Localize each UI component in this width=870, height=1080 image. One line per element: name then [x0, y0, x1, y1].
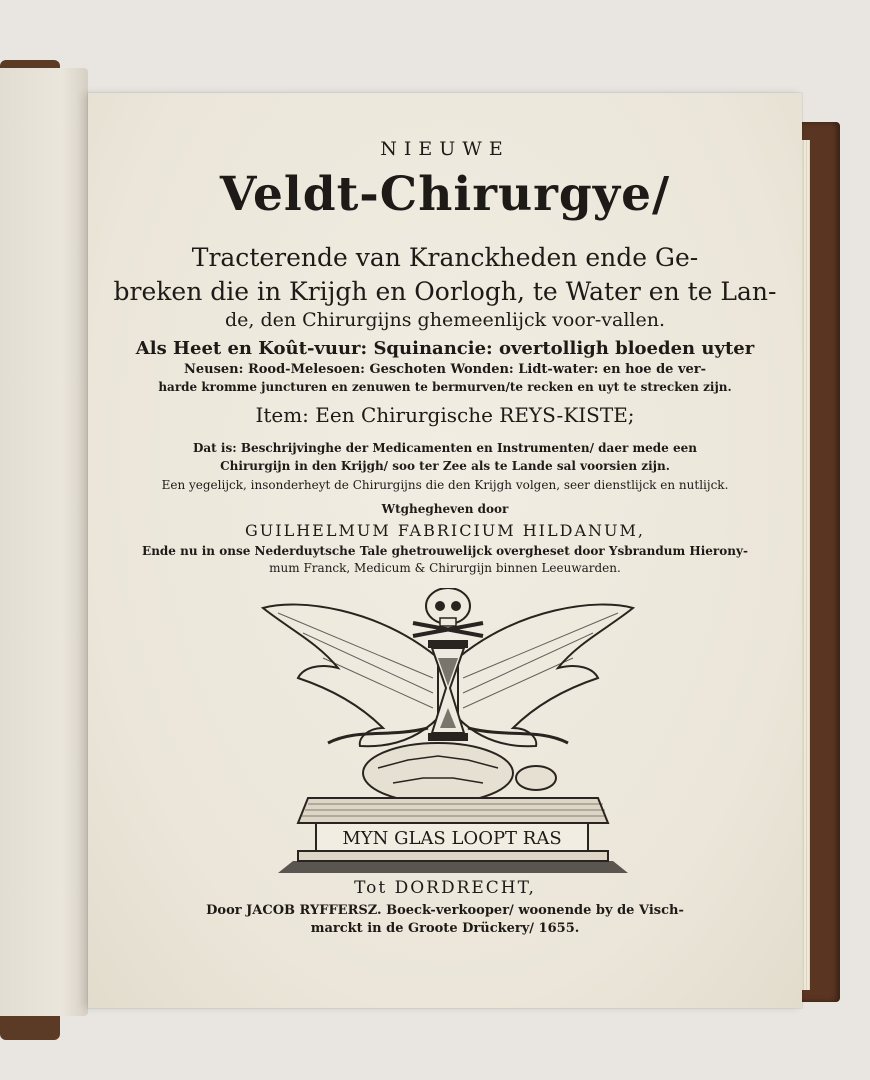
subtitle-line-3: de, den Chirurgijns ghemeenlijck voor-vallen. — [224, 309, 666, 331]
item-line: Item: Een Chirurgische REYS-KISTE; — [255, 403, 635, 427]
contents-line-1: Als Heet en Koût-vuur: Squinancie: overtolligh bloeden uyter — [135, 338, 755, 359]
left-page — [0, 68, 88, 1016]
subtitle-line-2: breken die in Krijgh en Oorlogh, te Water en te Lan- — [113, 277, 777, 306]
contents-line-3: harde kromme juncturen en zenuwen te bermurven/te recken en uyt te strecken zijn. — [158, 380, 732, 394]
imprint-publisher-line-1: Door JACOB RYFFERSZ. Boeck-verkooper/ woonende by de Visch- — [206, 903, 684, 918]
description-line-1: Dat is: Beschrijvinghe der Medicamenten en Instrumenten/ daer mede een — [193, 441, 697, 455]
title-page — [88, 93, 802, 1008]
main-title: Veldt-Chirurgye/ — [219, 167, 671, 222]
imprint-city: Tot DORDRECHT, — [354, 878, 536, 898]
contents-line-2: Neusen: Rood-Melesoen: Geschoten Wonden: Lidt-water: en hoe de ver- — [183, 362, 707, 377]
winged-skull-hourglass-tortoise-icon — [208, 588, 688, 878]
motto-text: MYN GLAS LOOPT RAS — [342, 828, 562, 849]
subtitle-line-1: Tracterende van Kranckheden ende Ge- — [191, 243, 699, 272]
translator-line-2: mum Franck, Medicum & Chirurgijn binnen Leeuwarden. — [269, 561, 621, 575]
description-line-2: Chirurgijn in den Krijgh/ soo ter Zee als te Lande sal voorsien zijn. — [220, 459, 670, 473]
audience-line: Een yegelijck, insonderheyt de Chirurgijns die den Krijgh volgen, seer dienstlijck en nutlijck. — [161, 478, 729, 492]
title-line-1: NIEUWE — [380, 138, 510, 160]
translator-line-1: Ende nu in onse Nederduytsche Tale ghetrouwelijck overgheset door Ysbrandum Hierony- — [142, 544, 748, 558]
published-by-line: Wtghegheven door — [381, 502, 509, 516]
author-name: GUILHELMUM FABRICIUM HILDANUM, — [245, 521, 645, 540]
imprint-publisher-line-2: marckt in de Groote Drückery/ 1655. — [310, 921, 580, 936]
